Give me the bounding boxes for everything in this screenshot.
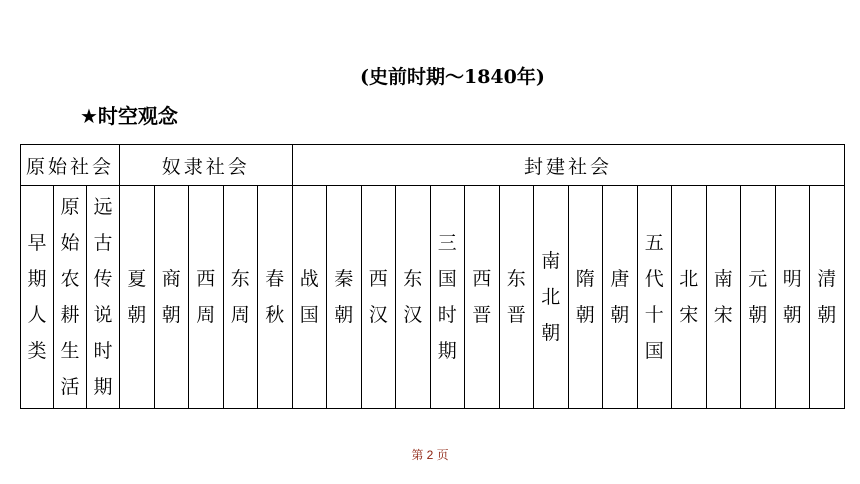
period-label: 西汉 <box>368 268 388 326</box>
period-cell <box>87 186 120 409</box>
period-label: 春秋 <box>265 268 285 326</box>
period-cell <box>534 186 569 409</box>
period-label: 东晋 <box>506 268 526 326</box>
period-label: 西晋 <box>472 268 492 326</box>
society-primitive: 原始社会 <box>21 145 120 186</box>
period-cell <box>499 186 534 409</box>
period-cell <box>430 186 465 409</box>
period-label: 南宋 <box>713 268 733 326</box>
period-cell <box>21 186 54 409</box>
period-cell <box>775 186 810 409</box>
society-slave: 奴隶社会 <box>120 145 293 186</box>
society-feudal: 封建社会 <box>292 145 844 186</box>
period-label: 早期人类 <box>27 232 47 362</box>
period-label: 唐朝 <box>610 268 630 326</box>
period-label: 战国 <box>299 268 319 326</box>
period-cell <box>568 186 603 409</box>
period-label: 原始农耕生活 <box>60 196 80 398</box>
period-label: 夏朝 <box>127 268 147 326</box>
period-label: 南北朝 <box>541 250 561 344</box>
period-label: 五代十国 <box>644 232 664 362</box>
period-label: 商朝 <box>161 268 181 326</box>
period-cell <box>292 186 327 409</box>
period-label: 明朝 <box>782 268 802 326</box>
section-heading: ★时空观念 <box>80 104 178 128</box>
period-cell <box>603 186 638 409</box>
period-cell <box>672 186 707 409</box>
period-cell <box>361 186 396 409</box>
period-cell <box>327 186 362 409</box>
page-number: 第 2 页 <box>411 448 449 462</box>
period-label: 东汉 <box>403 268 423 326</box>
society-header-row <box>21 145 845 186</box>
period-cell <box>223 186 258 409</box>
period-cell <box>810 186 845 409</box>
period-label: 远古传说时期 <box>93 196 113 398</box>
period-label: 西周 <box>196 268 216 326</box>
period-label: 清朝 <box>817 268 837 326</box>
page-subtitle: (史前时期～1840年) <box>360 66 545 88</box>
period-cell <box>396 186 431 409</box>
period-cell <box>120 186 155 409</box>
period-cell <box>741 186 776 409</box>
period-cell <box>706 186 741 409</box>
period-cell <box>258 186 293 409</box>
period-label: 东周 <box>230 268 250 326</box>
period-label: 元朝 <box>748 268 768 326</box>
history-periods-table <box>20 144 845 409</box>
period-label: 三国时期 <box>437 232 457 362</box>
period-cell <box>465 186 500 409</box>
period-cell <box>189 186 224 409</box>
period-cell <box>54 186 87 409</box>
period-row <box>21 186 845 409</box>
period-cell <box>637 186 672 409</box>
period-label: 秦朝 <box>334 268 354 326</box>
period-label: 北宋 <box>679 268 699 326</box>
period-label: 隋朝 <box>575 268 595 326</box>
period-cell <box>154 186 189 409</box>
